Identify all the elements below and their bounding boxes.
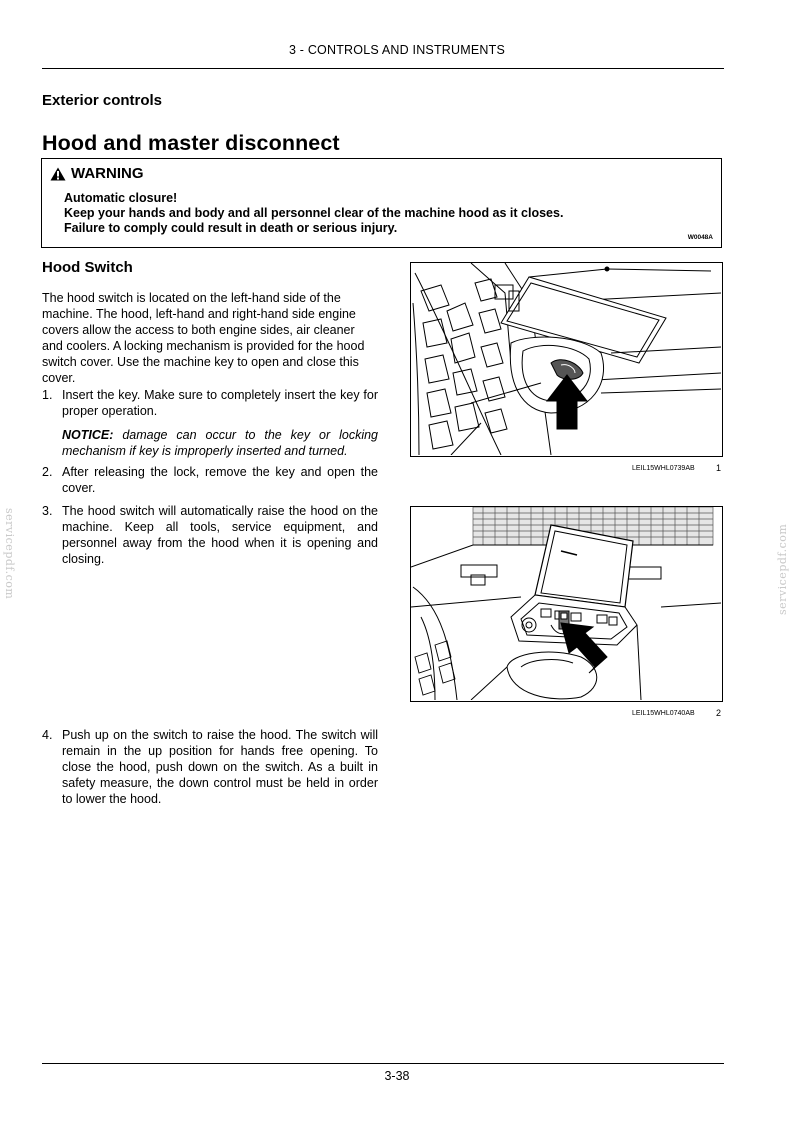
list-item-step-2 (42, 464, 378, 498)
subsection-title: Hood Switch (42, 259, 133, 276)
figure-1-caption: LEIL15WHL0739AB (632, 465, 695, 472)
step-number: 1. (42, 388, 53, 402)
footer-rule (42, 1063, 724, 1064)
step-text: After releasing the lock, remove the key and open the cover. (62, 465, 378, 495)
warning-line-1: Automatic closure! (64, 191, 178, 205)
running-header: 3 - CONTROLS AND INSTRUMENTS (288, 43, 506, 57)
list-item-step-4 (42, 727, 378, 809)
watermark-right: servicepdf.com (776, 523, 789, 615)
list-item-step-3 (42, 503, 378, 569)
figure-hood-switch-image (410, 506, 723, 702)
step-number: 2. (42, 465, 53, 479)
warning-heading (50, 165, 144, 182)
notice-paragraph (62, 427, 378, 459)
page-title: Hood and master disconnect (42, 131, 340, 155)
notice-label: NOTICE: (62, 428, 114, 442)
warning-box (41, 158, 722, 248)
step-number: 3. (42, 504, 53, 518)
warning-title: WARNING (71, 165, 144, 182)
list-item-step-1 (42, 387, 378, 421)
warning-line-2: Keep your hands and body and all personnel clear of the machine hood as it closes. (64, 206, 564, 220)
warning-line-3: Failure to comply could result in death or serious injury. (64, 221, 398, 235)
watermark-left: servicepdf.com (3, 508, 16, 600)
step-number: 4. (42, 728, 53, 742)
figure-2-caption: LEIL15WHL0740AB (632, 710, 695, 717)
figure-hood-lock-image (410, 262, 723, 457)
step-text: Push up on the switch to raise the hood. The switch will remain in the up position for hands free opening. To close the hood, push down on the switch. As a built in safety measure, the down control must be held in order to lower the hood. (62, 728, 378, 806)
header-rule (42, 68, 724, 69)
step-text: Insert the key. Make sure to completely insert the key for proper operation. (62, 388, 378, 418)
warning-code: W0048A (687, 234, 713, 241)
figure-1-number: 1 (716, 463, 722, 473)
notice-text: damage can occur to the key or locking mechanism if key is improperly inserted and turned. (62, 428, 378, 458)
figure-2-number: 2 (716, 708, 722, 718)
step-text: The hood switch will automatically raise the hood on the machine. Keep all tools, service equipment, and personnel away from the hood when it is opening and closing. (62, 504, 378, 566)
section-title: Exterior controls (42, 92, 163, 109)
page-number: 3-38 (384, 1069, 410, 1083)
intro-paragraph: The hood switch is located on the left-hand side of the machine. The hood, left-hand and right-hand side engine covers allow the access to both engine sides, air cleaner and coolers. A locking mechanism is provided for the hood switch cover. Use the machine key to open and close this cover. (42, 291, 365, 385)
warning-triangle-icon (50, 167, 66, 181)
